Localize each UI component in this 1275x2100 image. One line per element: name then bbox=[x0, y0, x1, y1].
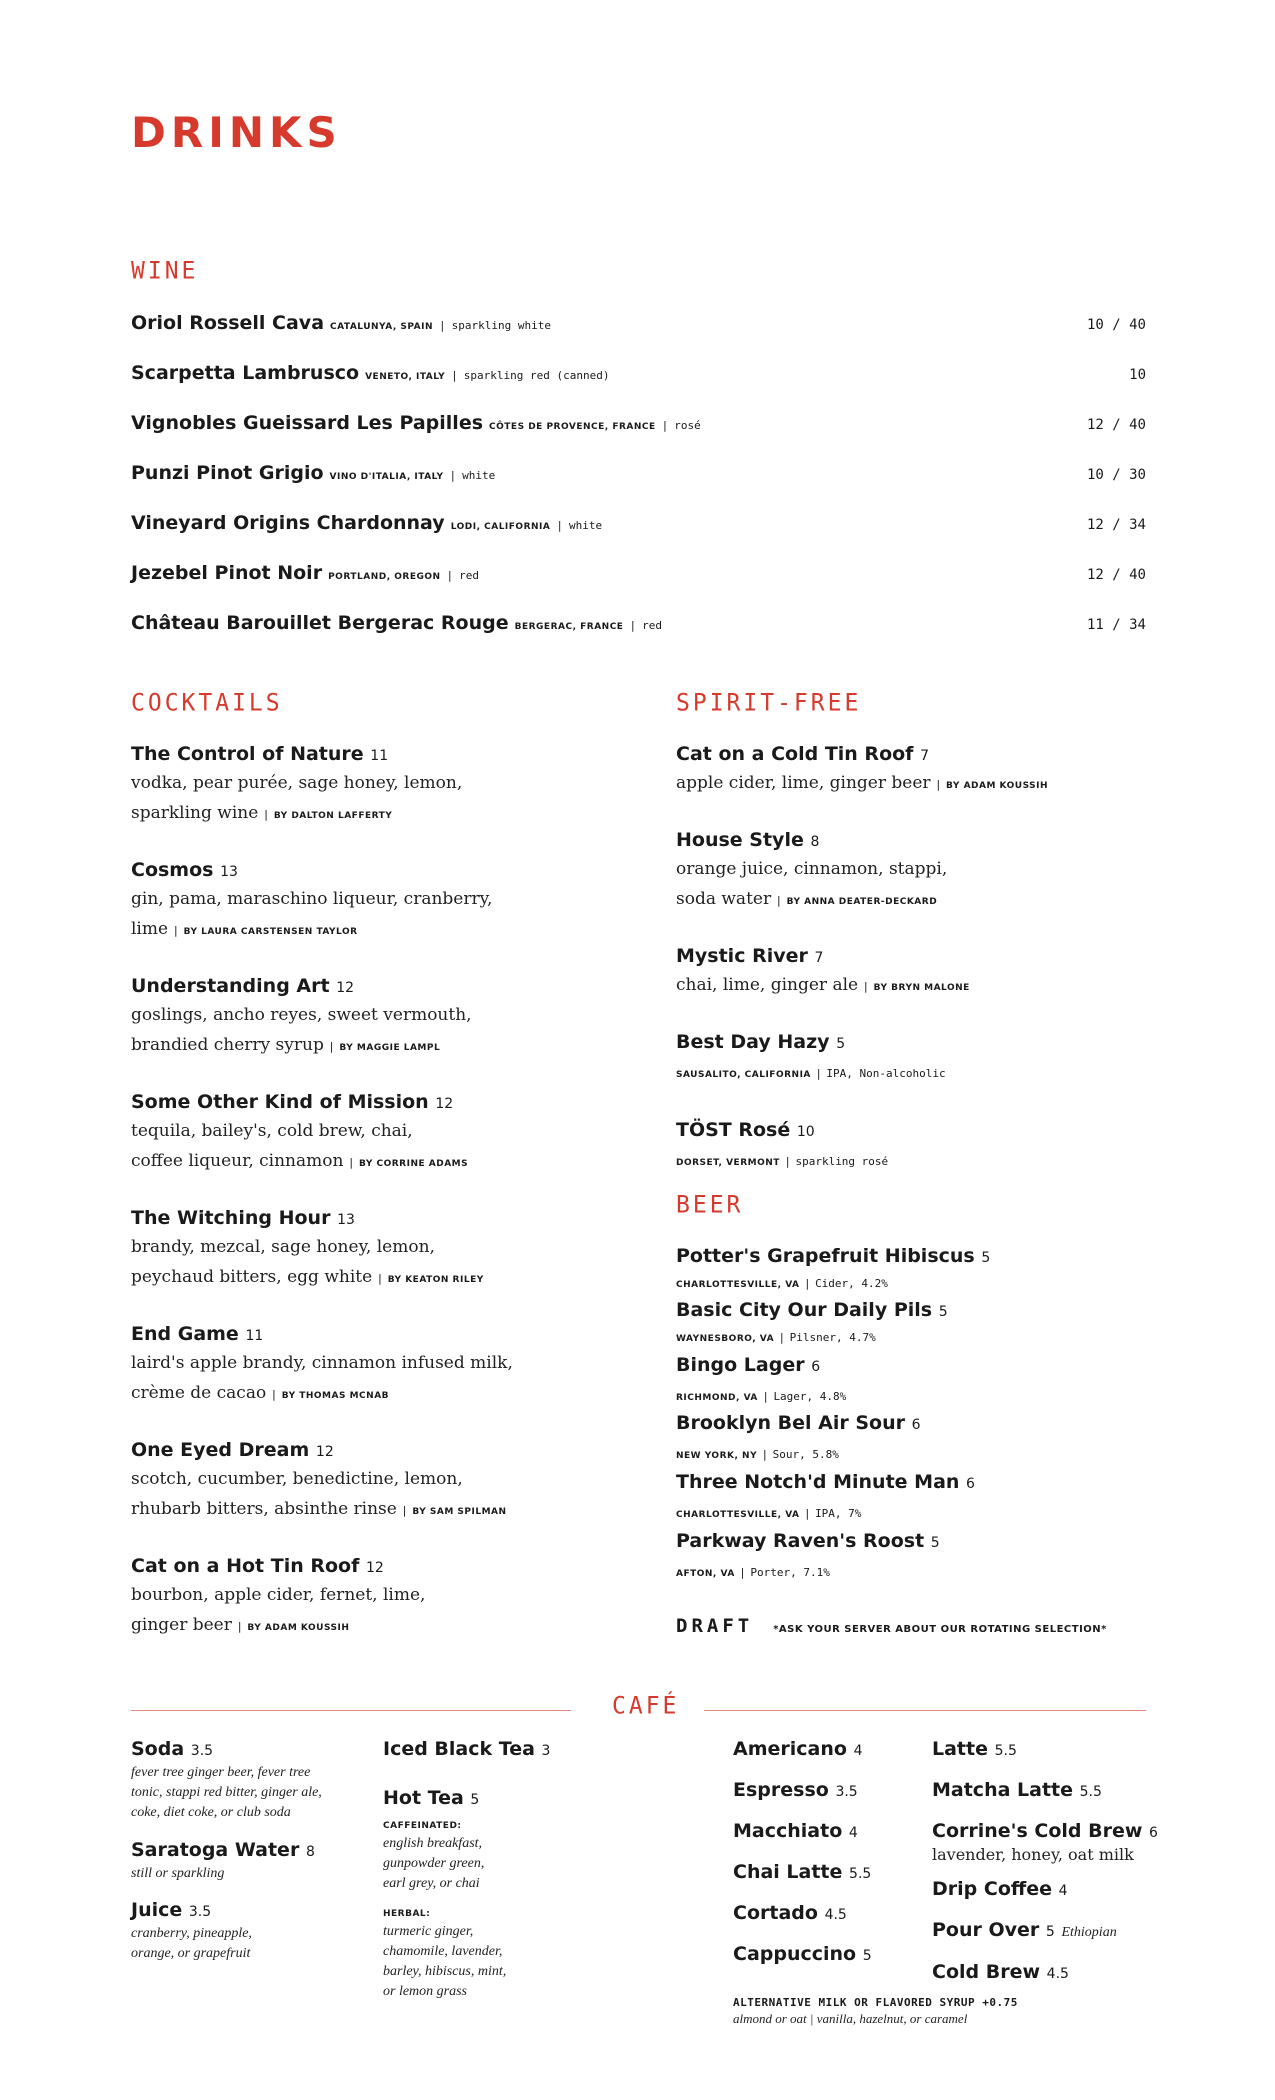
beer-item: Potter's Grapefruit Hibiscus 5 CHARLOTTESVILLE, VA | Cider, 4.2% bbox=[676, 1245, 991, 1290]
na-beer-name: TÖST Rosé bbox=[676, 1119, 791, 1141]
cafe-item-name: Macchiato bbox=[733, 1820, 843, 1842]
cafe-item-price: 3.5 bbox=[188, 1904, 212, 1920]
wine-origin: VENETO, ITALY bbox=[365, 372, 446, 382]
cafe-item-price: 6 bbox=[1149, 1825, 1158, 1841]
na-beer-style: IPA, Non-alcoholic bbox=[826, 1067, 946, 1080]
mocktail-name: House Style bbox=[676, 829, 804, 851]
beer-style: Porter, 7.1% bbox=[750, 1566, 830, 1579]
beer-name: Potter's Grapefruit Hibiscus bbox=[676, 1245, 975, 1267]
wine-price: 12 / 40 bbox=[1086, 567, 1146, 583]
cafe-item-name: Iced Black Tea bbox=[383, 1738, 535, 1760]
cocktail-price: 12 bbox=[315, 1444, 334, 1460]
cafe-item-name: Americano bbox=[733, 1738, 847, 1760]
cafe-item-desc: fever tree ginger beer, fever tree bbox=[131, 1765, 311, 1780]
cafe-item-name: Cold Brew bbox=[932, 1961, 1041, 1983]
wine-price: 10 / 40 bbox=[1086, 317, 1146, 333]
wine-origin: BERGERAC, FRANCE bbox=[514, 622, 624, 632]
cocktail-ingredients: laird's apple brandy, cinnamon infused milk, bbox=[131, 1353, 513, 1373]
cocktail-ingredients: vodka, pear purée, sage honey, lemon, bbox=[131, 773, 463, 793]
cafe-item-price: 3.5 bbox=[835, 1784, 858, 1800]
page-title: DRINKS bbox=[131, 108, 342, 157]
cafe-item-price: 4 bbox=[1058, 1883, 1068, 1899]
cocktail-creator: BY DALTON LAFFERTY bbox=[273, 811, 393, 821]
beer-section-title: BEER bbox=[676, 1191, 744, 1219]
wine-style: sparkling red (canned) bbox=[463, 369, 610, 382]
beer-price: 5 bbox=[981, 1250, 991, 1266]
cocktail-name: Understanding Art bbox=[131, 975, 330, 997]
cocktail-item: The Witching Hour 13 brandy, mezcal, sage honey, lemon, peychaud bitters, egg white | BY KEATON RILEY bbox=[131, 1206, 601, 1295]
cafe-item-desc: still or sparkling bbox=[131, 1866, 225, 1881]
cafe-item-name: Cappuccino bbox=[733, 1943, 857, 1965]
wine-style: white bbox=[568, 519, 603, 532]
mocktail-ingredients: apple cider, lime, ginger beer bbox=[676, 773, 931, 793]
na-beer-item: Best Day Hazy 5 SAUSALITO, CALIFORNIA | IPA, Non-alcoholic bbox=[676, 1031, 946, 1080]
wine-item: Oriol Rossell Cava CATALUNYA, SPAIN | sparkling white 10 / 40 bbox=[131, 312, 1146, 334]
wine-style: red bbox=[642, 619, 662, 632]
beer-name: Parkway Raven's Roost bbox=[676, 1530, 925, 1552]
mocktail-ingredients: soda water bbox=[676, 889, 772, 909]
beer-style: Pilsner, 4.7% bbox=[789, 1331, 876, 1344]
cocktail-price: 12 bbox=[366, 1560, 384, 1576]
cocktails-section bbox=[131, 689, 601, 1635]
cafe-soda bbox=[131, 1737, 361, 1823]
cafe-item-name: Pour Over bbox=[932, 1919, 1040, 1941]
wine-style: red bbox=[459, 569, 480, 582]
alt-milk-options: almond or oat | vanilla, hazelnut, or caramel bbox=[733, 2011, 968, 2026]
cocktail-item: End Game 11 laird's apple brandy, cinnamon infused milk, crème de cacao | BY THOMAS MCNAB bbox=[131, 1322, 601, 1411]
tea-list: gunpowder green, bbox=[383, 1856, 485, 1871]
beer-item: Basic City Our Daily Pils 5 WAYNESBORO, VA | Pilsner, 4.7% bbox=[676, 1299, 948, 1344]
wine-name: Vineyard Origins Chardonnay bbox=[131, 512, 445, 534]
beer-item: Bingo Lager 6 RICHMOND, VA | Lager, 4.8% bbox=[676, 1354, 847, 1403]
beer-origin: AFTON, VA bbox=[676, 1569, 735, 1579]
beer-price: 6 bbox=[911, 1417, 921, 1433]
wine-item: Vignobles Gueissard Les Papilles CÔTES DE PROVENCE, FRANCE | rosé 12 / 40 bbox=[131, 412, 1146, 434]
tea-category-label: HERBAL: bbox=[383, 1909, 431, 1919]
beer-style: Cider, 4.2% bbox=[815, 1277, 888, 1290]
beer-name: Brooklyn Bel Air Sour bbox=[676, 1412, 905, 1434]
cafe-item-price: 4 bbox=[853, 1743, 863, 1759]
cocktail-ingredients: coffee liqueur, cinnamon bbox=[131, 1151, 344, 1171]
beer-origin: RICHMOND, VA bbox=[676, 1393, 758, 1403]
cocktail-name: End Game bbox=[131, 1323, 239, 1345]
tea-category-label: CAFFEINATED: bbox=[383, 1821, 462, 1831]
cocktail-creator: BY ADAM KOUSSIH bbox=[247, 1623, 350, 1633]
wine-price: 12 / 40 bbox=[1086, 417, 1146, 433]
cocktail-item: The Control of Nature 11 vodka, pear purée, sage honey, lemon, sparkling wine | BY DALTON LAFFERTY bbox=[131, 742, 601, 831]
cafe-item-price: 5.5 bbox=[1079, 1784, 1102, 1800]
cocktail-ingredients: tequila, bailey's, cold brew, chai, bbox=[131, 1121, 413, 1141]
beer-style: IPA, 7% bbox=[815, 1507, 862, 1520]
cocktail-price: 12 bbox=[336, 980, 355, 996]
mocktail-item: Cat on a Cold Tin Roof 7 apple cider, lime, ginger beer | BY ADAM KOUSSIH bbox=[676, 743, 1049, 793]
cafe-saratoga bbox=[131, 1838, 361, 1884]
na-beer-price: 10 bbox=[796, 1124, 815, 1140]
cocktail-item: Understanding Art 12 goslings, ancho reyes, sweet vermouth, brandied cherry syrup | BY MAGGIE LAMPL bbox=[131, 974, 601, 1063]
cafe-item-name: Espresso bbox=[733, 1779, 829, 1801]
cafe-item-price: 3 bbox=[541, 1743, 551, 1759]
cafe-item-name: Cortado bbox=[733, 1902, 818, 1924]
beer-origin: CHARLOTTESVILLE, VA bbox=[676, 1510, 800, 1520]
cocktail-ingredients: peychaud bitters, egg white bbox=[131, 1267, 373, 1287]
mocktail-price: 7 bbox=[814, 950, 824, 966]
na-beer-price: 5 bbox=[836, 1036, 846, 1052]
beer-name: Basic City Our Daily Pils bbox=[676, 1299, 933, 1321]
na-beer-item: TÖST Rosé 10 DORSET, VERMONT | sparkling rosé bbox=[676, 1119, 889, 1168]
cocktail-creator: BY THOMAS MCNAB bbox=[281, 1391, 390, 1401]
wine-name: Jezebel Pinot Noir bbox=[131, 562, 323, 584]
cocktail-ingredients: bourbon, apple cider, fernet, lime, bbox=[131, 1585, 426, 1605]
beer-name: Three Notch'd Minute Man bbox=[676, 1471, 960, 1493]
draft-label: DRAFT bbox=[676, 1615, 754, 1637]
cafe-item-name: Matcha Latte bbox=[932, 1779, 1074, 1801]
cafe-hot-tea bbox=[383, 1786, 603, 2002]
wine-price: 10 / 30 bbox=[1086, 467, 1146, 483]
wine-name: Vignobles Gueissard Les Papilles bbox=[131, 412, 484, 434]
na-beer-origin: SAUSALITO, CALIFORNIA bbox=[676, 1070, 811, 1080]
tea-list: turmeric ginger, bbox=[383, 1924, 474, 1939]
cafe-item-desc: orange, or grapefruit bbox=[131, 1946, 251, 1961]
cocktail-item: Cat on a Hot Tin Roof 12 bourbon, apple cider, fernet, lime, ginger beer | BY ADAM KOUSSIH bbox=[131, 1554, 601, 1643]
cocktail-price: 13 bbox=[220, 864, 238, 880]
mocktail-creator: BY ADAM KOUSSIH bbox=[946, 781, 1049, 791]
beer-name: Bingo Lager bbox=[676, 1354, 805, 1376]
cocktail-name: The Control of Nature bbox=[131, 743, 364, 765]
cocktail-ingredients: rhubarb bitters, absinthe rinse bbox=[131, 1499, 397, 1519]
cocktail-name: Cosmos bbox=[131, 859, 214, 881]
draft-note: *ASK YOUR SERVER ABOUT OUR ROTATING SELECTION* bbox=[773, 1624, 1107, 1635]
cafe-item-price: 8 bbox=[305, 1844, 315, 1860]
beer-origin: NEW YORK, NY bbox=[676, 1451, 758, 1461]
wine-item: Vineyard Origins Chardonnay LODI, CALIFORNIA | white 12 / 34 bbox=[131, 512, 1146, 534]
beer-item: Brooklyn Bel Air Sour 6 NEW YORK, NY | Sour, 5.8% bbox=[676, 1412, 921, 1461]
cafe-item-price: 4.5 bbox=[1046, 1966, 1069, 1982]
beer-style: Lager, 4.8% bbox=[773, 1390, 847, 1403]
cocktail-name: Cat on a Hot Tin Roof bbox=[131, 1555, 360, 1577]
spirit-free-section bbox=[676, 689, 1146, 1637]
cafe-item-name: Chai Latte bbox=[733, 1861, 843, 1883]
cocktail-item: Some Other Kind of Mission 12 tequila, bailey's, cold brew, chai, coffee liqueur, cinnamon | BY CORRINE ADAMS bbox=[131, 1090, 601, 1179]
cocktail-creator: BY CORRINE ADAMS bbox=[358, 1159, 469, 1169]
wine-origin: CÔTES DE PROVENCE, FRANCE bbox=[489, 422, 656, 432]
draft-row bbox=[676, 1615, 1107, 1637]
cafe-espresso-list bbox=[932, 1737, 1162, 1986]
cafe-item-name: Soda bbox=[131, 1738, 185, 1760]
cocktail-ingredients: ginger beer bbox=[131, 1615, 232, 1635]
cocktail-price: 12 bbox=[435, 1096, 454, 1112]
wine-style: rosé bbox=[674, 419, 701, 432]
cafe-item-name: Hot Tea bbox=[383, 1787, 464, 1809]
cafe-item-name: Juice bbox=[131, 1899, 183, 1921]
cocktail-price: 11 bbox=[245, 1328, 264, 1344]
cocktail-price: 11 bbox=[370, 748, 389, 764]
beer-origin: WAYNESBORO, VA bbox=[676, 1334, 775, 1344]
cafe-divider-left bbox=[131, 1710, 571, 1711]
cafe-item-price: 5 bbox=[470, 1792, 480, 1808]
beer-price: 5 bbox=[930, 1535, 940, 1551]
mocktail-price: 7 bbox=[920, 748, 929, 764]
cafe-item-desc: lavender, honey, oat milk bbox=[932, 1845, 1134, 1864]
cafe-item-price: 4.5 bbox=[824, 1907, 847, 1923]
wine-origin: VINO D'ITALIA, ITALY bbox=[329, 472, 444, 482]
cafe-item-price: 5.5 bbox=[994, 1743, 1017, 1759]
beer-price: 6 bbox=[966, 1476, 975, 1492]
wine-price: 10 bbox=[1129, 367, 1146, 383]
mocktail-name: Cat on a Cold Tin Roof bbox=[676, 743, 914, 765]
tea-list: chamomile, lavender, bbox=[383, 1944, 503, 1959]
cafe-item-desc: cranberry, pineapple, bbox=[131, 1926, 252, 1941]
cocktail-ingredients: lime bbox=[131, 919, 169, 939]
cafe-item-name: Drip Coffee bbox=[932, 1878, 1053, 1900]
cafe-section-title: CAFÉ bbox=[612, 1692, 680, 1720]
cocktail-name: The Witching Hour bbox=[131, 1207, 331, 1229]
tea-list: earl grey, or chai bbox=[383, 1876, 480, 1891]
cocktail-ingredients: brandy, mezcal, sage honey, lemon, bbox=[131, 1237, 435, 1257]
wine-name: Oriol Rossell Cava bbox=[131, 312, 325, 334]
beer-price: 5 bbox=[938, 1304, 948, 1320]
cafe-item-price: 5.5 bbox=[849, 1866, 872, 1882]
cocktail-ingredients: goslings, ancho reyes, sweet vermouth, bbox=[131, 1005, 472, 1025]
mocktail-creator: BY BRYN MALONE bbox=[873, 983, 970, 993]
cafe-item-name: Corrine's Cold Brew bbox=[932, 1820, 1143, 1842]
cafe-item-desc: Ethiopian bbox=[1061, 1925, 1117, 1940]
cocktail-ingredients: crème de cacao bbox=[131, 1383, 267, 1403]
cocktail-name: Some Other Kind of Mission bbox=[131, 1091, 429, 1113]
cocktail-item: One Eyed Dream 12 scotch, cucumber, benedictine, lemon, rhubarb bitters, absinthe rinse | BY SAM SPILMAN bbox=[131, 1438, 601, 1527]
mocktail-ingredients: orange juice, cinnamon, stappi, bbox=[676, 859, 948, 879]
wine-style: white bbox=[462, 469, 496, 482]
mocktail-creator: BY ANNA DEATER-DECKARD bbox=[786, 897, 938, 907]
na-beer-style: sparkling rosé bbox=[795, 1155, 889, 1168]
cocktail-creator: BY SAM SPILMAN bbox=[412, 1507, 507, 1517]
cafe-item-price: 3.5 bbox=[190, 1743, 214, 1759]
cocktail-price: 13 bbox=[337, 1212, 355, 1228]
mocktail-item: Mystic River 7 chai, lime, ginger ale | BY BRYN MALONE bbox=[676, 945, 970, 995]
spirit-free-section-title: SPIRIT-FREE bbox=[676, 689, 862, 717]
cocktail-ingredients: scotch, cucumber, benedictine, lemon, bbox=[131, 1469, 463, 1489]
cocktail-ingredients: brandied cherry syrup bbox=[131, 1035, 324, 1055]
cocktails-section-title: COCKTAILS bbox=[131, 689, 283, 717]
alt-milk-note bbox=[733, 1995, 1153, 2027]
cafe-item-desc: tonic, stappi red bitter, ginger ale, bbox=[131, 1785, 322, 1800]
wine-item: Château Barouillet Bergerac Rouge BERGERAC, FRANCE | red 11 / 34 bbox=[131, 612, 1146, 634]
na-beer-name: Best Day Hazy bbox=[676, 1031, 830, 1053]
wine-item: Punzi Pinot Grigio VINO D'ITALIA, ITALY | white 10 / 30 bbox=[131, 462, 1146, 484]
cafe-item-price: 4 bbox=[848, 1825, 858, 1841]
cafe-juice bbox=[131, 1898, 361, 1964]
wine-name: Scarpetta Lambrusco bbox=[131, 362, 360, 384]
cafe-coffee-list bbox=[733, 1737, 913, 1968]
cocktail-ingredients: gin, pama, maraschino liqueur, cranberry, bbox=[131, 889, 493, 909]
wine-item: Jezebel Pinot Noir PORTLAND, OREGON | red 12 / 40 bbox=[131, 562, 1146, 584]
beer-price: 6 bbox=[811, 1359, 821, 1375]
cocktail-creator: BY KEATON RILEY bbox=[387, 1275, 484, 1285]
tea-list: barley, hibiscus, mint, bbox=[383, 1964, 507, 1979]
mocktail-item: House Style 8 orange juice, cinnamon, stappi, soda water | BY ANNA DEATER-DECKARD bbox=[676, 828, 1146, 917]
cafe-item-desc: coke, diet coke, or club soda bbox=[131, 1805, 291, 1820]
wine-name: Château Barouillet Bergerac Rouge bbox=[131, 612, 509, 634]
tea-list: or lemon grass bbox=[383, 1984, 468, 1999]
cafe-item-price: 5 bbox=[1045, 1924, 1055, 1940]
na-beer-origin: DORSET, VERMONT bbox=[676, 1158, 780, 1168]
cocktail-ingredients: sparkling wine bbox=[131, 803, 259, 823]
beer-style: Sour, 5.8% bbox=[772, 1448, 839, 1461]
mocktail-ingredients: chai, lime, ginger ale bbox=[676, 975, 859, 995]
beer-item: Three Notch'd Minute Man 6 CHARLOTTESVILLE, VA | IPA, 7% bbox=[676, 1471, 975, 1520]
wine-origin: PORTLAND, OREGON bbox=[328, 572, 441, 582]
tea-list: english breakfast, bbox=[383, 1836, 483, 1851]
cocktail-creator: BY LAURA CARSTENSEN TAYLOR bbox=[183, 927, 358, 937]
cafe-divider-right bbox=[704, 1710, 1146, 1711]
cafe-item-name: Saratoga Water bbox=[131, 1839, 300, 1861]
cafe-item-price: 5 bbox=[862, 1948, 872, 1964]
beer-item: Parkway Raven's Roost 5 AFTON, VA | Porter, 7.1% bbox=[676, 1530, 940, 1579]
mocktail-name: Mystic River bbox=[676, 945, 808, 967]
wine-origin: LODI, CALIFORNIA bbox=[450, 522, 551, 532]
beer-origin: CHARLOTTESVILLE, VA bbox=[676, 1280, 800, 1290]
cocktail-creator: BY MAGGIE LAMPL bbox=[339, 1043, 441, 1053]
cocktail-name: One Eyed Dream bbox=[131, 1439, 310, 1461]
wine-name: Punzi Pinot Grigio bbox=[131, 462, 324, 484]
mocktail-price: 8 bbox=[810, 834, 820, 850]
wine-price: 11 / 34 bbox=[1086, 617, 1146, 633]
alt-milk-label: ALTERNATIVE MILK OR FLAVORED SYRUP +0.75 bbox=[733, 1996, 1018, 2009]
wine-section-title: WINE bbox=[131, 257, 199, 285]
cafe-item-name: Latte bbox=[932, 1738, 988, 1760]
wine-price: 12 / 34 bbox=[1086, 517, 1146, 533]
wine-style: sparkling white bbox=[451, 319, 551, 332]
cafe-iced-tea bbox=[383, 1737, 603, 1763]
wine-origin: CATALUNYA, SPAIN bbox=[330, 322, 433, 332]
wine-item: Scarpetta Lambrusco VENETO, ITALY | sparkling red (canned) 10 bbox=[131, 362, 1146, 384]
cocktail-item: Cosmos 13 gin, pama, maraschino liqueur, cranberry, lime | BY LAURA CARSTENSEN TAYLOR bbox=[131, 858, 601, 947]
